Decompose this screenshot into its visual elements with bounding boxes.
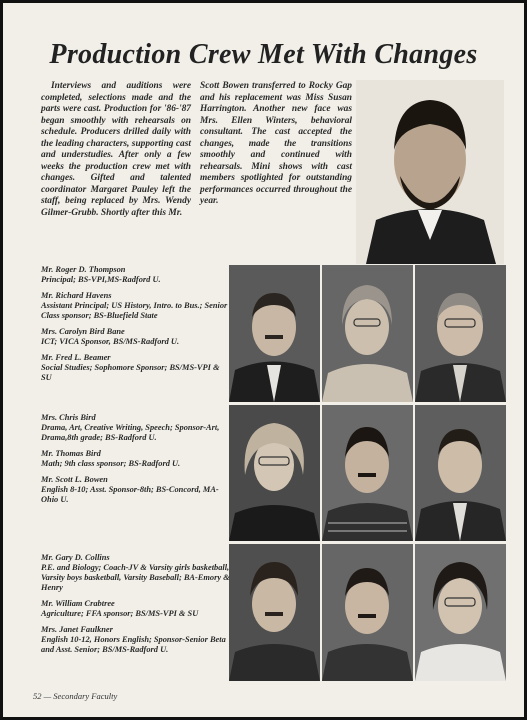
faculty-name: Mr. Scott L. Bowen — [41, 475, 108, 484]
faculty-entry — [41, 413, 231, 443]
faculty-name: Mr. Roger D. Thompson — [41, 265, 126, 274]
faculty-entry — [41, 449, 231, 469]
faculty-detail: Principal; BS-VPI,MS-Radford U. — [41, 275, 161, 284]
faculty-name: Mrs. Carolyn Bird Bane — [41, 327, 125, 336]
faculty-photo-bane — [415, 265, 506, 402]
page-title: Production Crew Met With Changes — [49, 39, 478, 70]
caption-group-2 — [41, 413, 231, 511]
faculty-detail: P.E. and Biology; Coach-JV & Varsity girls basketball, Varsity boys basketball, Varsity Baseball; BA-Emory & Henry — [41, 563, 230, 592]
faculty-entry — [41, 553, 231, 593]
faculty-photo-crabtree — [322, 544, 413, 681]
faculty-detail: Assistant Principal; US History, Intro. to Bus.; Senior Class sponsor; BS-Bluefield State — [41, 301, 228, 320]
faculty-detail: Social Studies; Sophomore Sponsor; BS/MS-VPI & SU — [41, 363, 220, 382]
faculty-name: Mr. Fred L. Beamer — [41, 353, 111, 362]
faculty-photo-chris-bird — [229, 405, 320, 541]
caption-group-1 — [41, 265, 231, 389]
faculty-detail: English 8-10; Asst. Sponsor-8th; BS-Concord, MA-Ohio U. — [41, 485, 219, 504]
intro-column-1: Interviews and auditions were completed, selections made and the parts were cast. Production for '86-'87 began smoothly with rehearsals on schedule. Producers drilled daily with the leading characters, supporting cast and understudies. After only a few weeks the production crew met with changes. Gifted and talented coordinator Margaret Pauley left the staff, being replaced by Mrs. Wendy Gilmer-Grubb. Shortly after this Mr. — [41, 81, 191, 218]
caption-group-3 — [41, 553, 231, 661]
faculty-entry — [41, 625, 231, 655]
faculty-entry — [41, 265, 231, 285]
faculty-entry — [41, 327, 231, 347]
faculty-photo-thomas-bird — [322, 405, 413, 541]
faculty-photo-faulkner — [415, 544, 506, 681]
faculty-detail: Agriculture; FFA sponsor; BS/MS-VPI & SU — [41, 609, 199, 618]
faculty-name: Mr. Thomas Bird — [41, 449, 101, 458]
faculty-name: Mr. Gary D. Collins — [41, 553, 110, 562]
faculty-photo-thompson — [229, 265, 320, 402]
faculty-photo-bowen — [415, 405, 506, 541]
faculty-photo-collins — [229, 544, 320, 681]
faculty-name: Mrs. Janet Faulkner — [41, 625, 113, 634]
faculty-entry — [41, 475, 231, 505]
faculty-detail: ICT; VICA Sponsor, BS/MS-Radford U. — [41, 337, 180, 346]
featured-portrait-photo — [356, 80, 504, 264]
faculty-detail: English 10-12, Honors English; Sponsor-Senior Beta and Asst. Senior; BS/MS-Radford U. — [41, 635, 226, 654]
faculty-photo-havens — [322, 265, 413, 402]
intro-column-2: Scott Bowen transferred to Rocky Gap and his replacement was Miss Susan Harrington. Another new face was Mrs. Ellen Winters, behavioral consultant. The cast accepted the changes, made the transitions smoothly and continued with rehearsals. Mini shows with cast members spotlighted for outstanding performances occurred throughout the year. — [200, 81, 352, 206]
page-footer: 52 — Secondary Faculty — [33, 691, 118, 701]
faculty-name: Mr. William Crabtree — [41, 599, 115, 608]
faculty-name: Mrs. Chris Bird — [41, 413, 96, 422]
faculty-entry — [41, 353, 231, 383]
faculty-detail: Math; 9th class sponsor; BS-Radford U. — [41, 459, 181, 468]
faculty-entry — [41, 291, 231, 321]
faculty-entry — [41, 599, 231, 619]
faculty-detail: Drama, Art, Creative Writing, Speech; Sponsor-Art, Drama,8th grade; BS-Radford U. — [41, 423, 220, 442]
yearbook-page — [3, 3, 524, 717]
faculty-name: Mr. Richard Havens — [41, 291, 112, 300]
